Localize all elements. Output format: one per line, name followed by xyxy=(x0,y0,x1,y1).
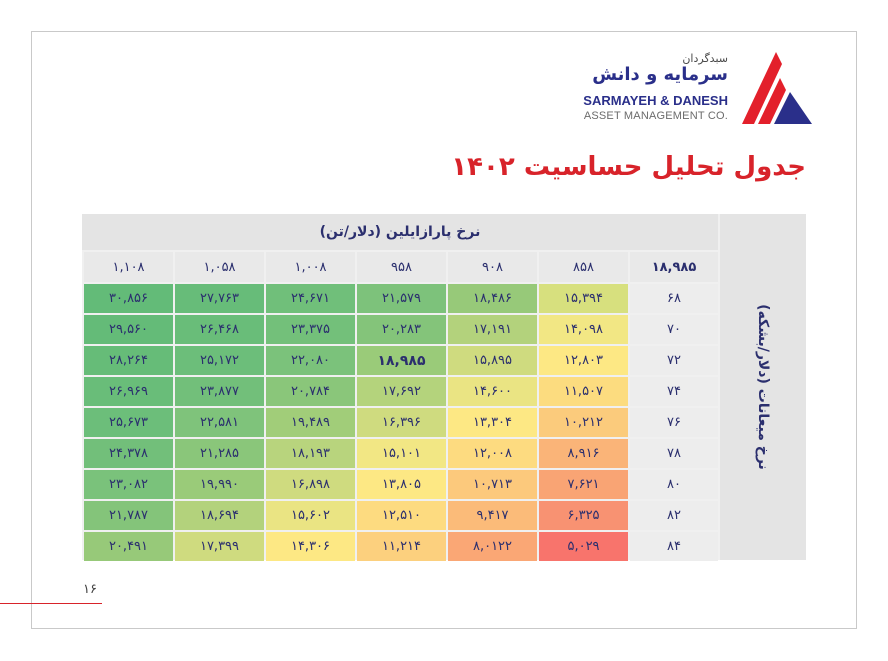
table-cell: ۱۲,۸۰۳ xyxy=(539,346,628,375)
table-cell: ۲۹,۵۶۰ xyxy=(84,315,173,344)
row-header: ۷۴ xyxy=(630,377,718,406)
table-cell: ۲۰,۲۸۳ xyxy=(357,315,446,344)
table-cell: ۸,۹۱۶ xyxy=(539,439,628,468)
column-header: ۱,۱۰۸ xyxy=(84,252,173,282)
table-cell: ۲۱,۵۷۹ xyxy=(357,284,446,313)
table-cell: ۲۳,۰۸۲ xyxy=(84,470,173,499)
logo-name-en: SARMAYEH & DANESH xyxy=(583,93,728,108)
table-cell: ۳۰,۸۵۶ xyxy=(84,284,173,313)
table-cell: ۱۲,۵۱۰ xyxy=(357,501,446,530)
table-cell: ۲۵,۱۷۲ xyxy=(175,346,264,375)
table-cell: ۲۱,۷۸۷ xyxy=(84,501,173,530)
triangle-logo-icon xyxy=(742,52,812,124)
table-cell: ۱۳,۸۰۵ xyxy=(357,470,446,499)
logo-name-fa: سرمایه و دانش xyxy=(592,64,728,85)
table-cell: ۲۴,۶۷۱ xyxy=(266,284,355,313)
column-header: ۱,۰۵۸ xyxy=(175,252,264,282)
row-group-label-text: نرخ میعانات (دلار/بشکه) xyxy=(755,304,771,470)
table-cell: ۲۰,۴۹۱ xyxy=(84,532,173,561)
table-cell: ۱۸,۹۸۵ xyxy=(357,346,446,375)
table-cell: ۱۳,۳۰۴ xyxy=(448,408,537,437)
page-title: جدول تحلیل حساسیت ۱۴۰۲ xyxy=(451,152,806,182)
table-cell: ۲۰,۷۸۴ xyxy=(266,377,355,406)
table-cell: ۱۸,۴۸۶ xyxy=(448,284,537,313)
table-cell: ۸,۰۱۲۲ xyxy=(448,532,537,561)
table-cell: ۲۲,۵۸۱ xyxy=(175,408,264,437)
table-cell: ۱۱,۲۱۴ xyxy=(357,532,446,561)
table-cell: ۱۹,۴۸۹ xyxy=(266,408,355,437)
row-header: ۷۶ xyxy=(630,408,718,437)
table-cell: ۱۰,۷۱۳ xyxy=(448,470,537,499)
table-cell: ۷,۶۲۱ xyxy=(539,470,628,499)
row-header: ۸۰ xyxy=(630,470,718,499)
table-cell: ۱۷,۶۹۲ xyxy=(357,377,446,406)
table-cell: ۱۰,۲۱۲ xyxy=(539,408,628,437)
table-cell: ۵,۰۲۹ xyxy=(539,532,628,561)
sensitivity-table xyxy=(82,214,806,560)
column-header: ۱,۰۰۸ xyxy=(266,252,355,282)
table-cell: ۱۱,۵۰۷ xyxy=(539,377,628,406)
table-cell: ۱۷,۳۹۹ xyxy=(175,532,264,561)
company-logo xyxy=(572,52,812,128)
table-cell: ۱۸,۱۹۳ xyxy=(266,439,355,468)
row-header: ۸۲ xyxy=(630,501,718,530)
column-group-label: نرخ پارازایلین (دلار/تن) xyxy=(82,214,718,250)
table-cell: ۲۶,۴۶۸ xyxy=(175,315,264,344)
column-header: ۹۰۸ xyxy=(448,252,537,282)
table-cell: ۱۴,۶۰۰ xyxy=(448,377,537,406)
table-cell: ۲۴,۳۷۸ xyxy=(84,439,173,468)
table-cell: ۱۴,۳۰۶ xyxy=(266,532,355,561)
row-header: ۷۲ xyxy=(630,346,718,375)
table-cell: ۱۵,۶۰۲ xyxy=(266,501,355,530)
row-header: ۸۴ xyxy=(630,532,718,561)
table-cell: ۲۵,۶۷۳ xyxy=(84,408,173,437)
footer-divider xyxy=(0,603,102,604)
table-cell: ۶,۳۲۵ xyxy=(539,501,628,530)
table-cell: ۱۵,۱۰۱ xyxy=(357,439,446,468)
table-cell: ۱۵,۳۹۴ xyxy=(539,284,628,313)
logo-subtitle-en: ASSET MANAGEMENT CO. xyxy=(583,110,728,122)
table-cell: ۲۳,۳۷۵ xyxy=(266,315,355,344)
table-cell: ۱۷,۱۹۱ xyxy=(448,315,537,344)
table-cell: ۱۹,۹۹۰ xyxy=(175,470,264,499)
column-header: ۹۵۸ xyxy=(357,252,446,282)
row-group-label xyxy=(720,214,806,560)
table-cell: ۹,۴۱۷ xyxy=(448,501,537,530)
row-header: ۷۸ xyxy=(630,439,718,468)
table-cell: ۱۵,۸۹۵ xyxy=(448,346,537,375)
row-header: ۷۰ xyxy=(630,315,718,344)
table-cell: ۱۶,۸۹۸ xyxy=(266,470,355,499)
table-cell: ۲۳,۸۷۷ xyxy=(175,377,264,406)
corner-value: ۱۸,۹۸۵ xyxy=(630,252,718,282)
column-header: ۸۵۸ xyxy=(539,252,628,282)
table-cell: ۲۷,۷۶۳ xyxy=(175,284,264,313)
table-cell: ۲۸,۲۶۴ xyxy=(84,346,173,375)
table-cell: ۲۱,۲۸۵ xyxy=(175,439,264,468)
logo-subtitle-fa: سبدگردان xyxy=(682,52,728,65)
page-number: ۱۶ xyxy=(83,582,97,597)
row-header: ۶۸ xyxy=(630,284,718,313)
table-cell: ۱۸,۶۹۴ xyxy=(175,501,264,530)
table-cell: ۱۶,۳۹۶ xyxy=(357,408,446,437)
table-cell: ۲۲,۰۸۰ xyxy=(266,346,355,375)
table-cell: ۲۶,۹۶۹ xyxy=(84,377,173,406)
table-cell: ۱۲,۰۰۸ xyxy=(448,439,537,468)
table-cell: ۱۴,۰۹۸ xyxy=(539,315,628,344)
